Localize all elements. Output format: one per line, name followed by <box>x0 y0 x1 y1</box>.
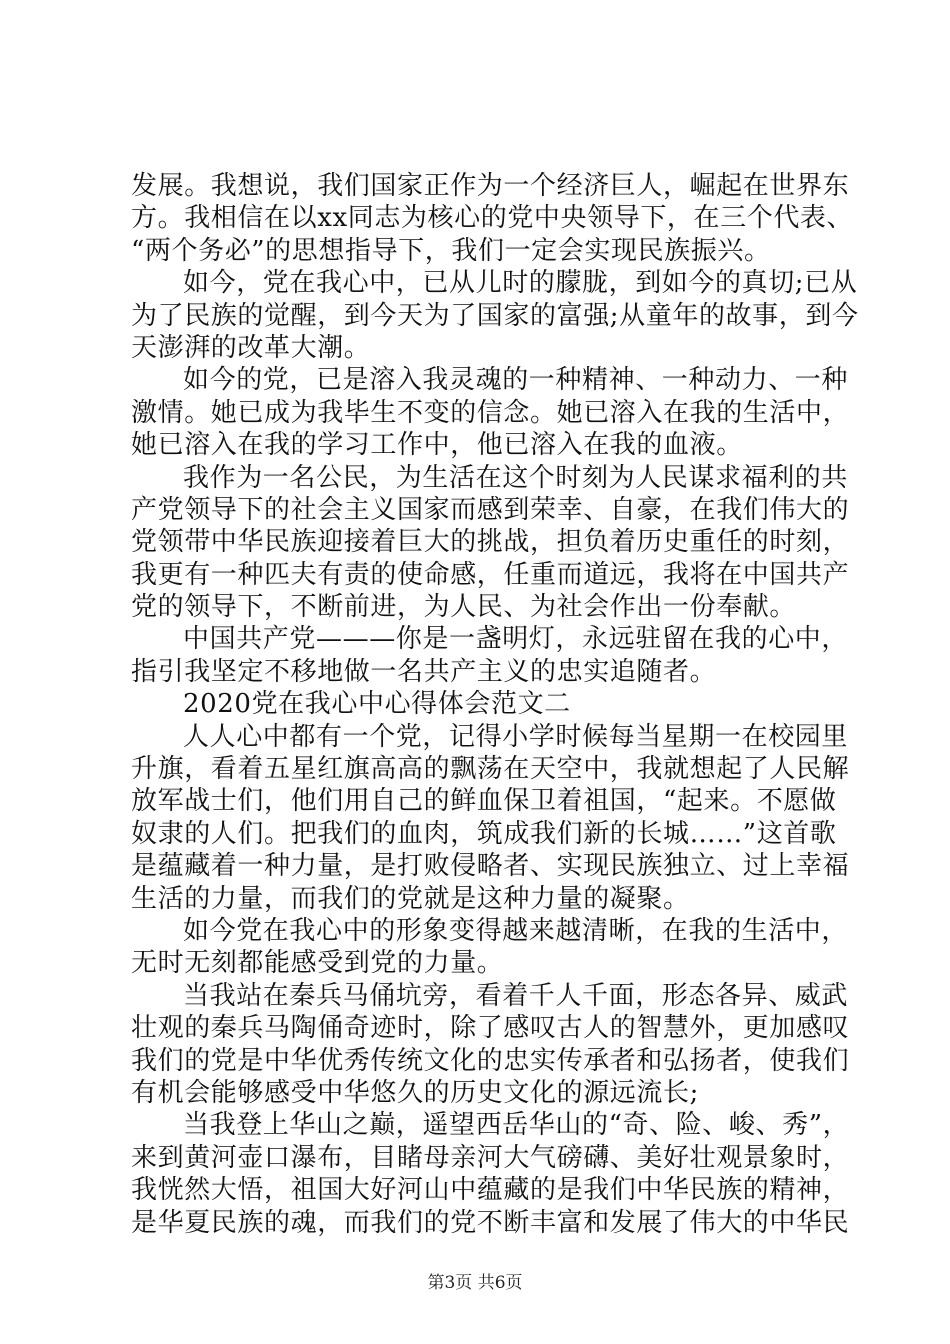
text-line: 党领带中华民族迎接着巨大的挑战，担负着历史重任的时刻， <box>131 527 850 558</box>
text-line: 是华夏民族的魂，而我们的党不断丰富和发展了伟大的中华民 <box>131 1207 850 1238</box>
paragraph-start-line: 如今的党，已是溶入我灵魂的一种精神、一种动力、一种 <box>183 365 849 396</box>
text-line: 生活的力量，而我们的党就是这种力量的凝聚。 <box>131 883 690 914</box>
text-line: 为了民族的觉醒，到今天为了国家的富强;从童年的故事，到今 <box>131 300 859 331</box>
paragraph-start-line: 当我登上华山之巅，遥望西岳华山的“奇、险、峻、秀”， <box>183 1110 850 1141</box>
text-line: 是蕴藏着一种力量，是打败侵略者、实现民族独立、过上幸福 <box>131 851 850 882</box>
paragraph-start-line: 人人心中都有一个党，记得小学时候每当星期一在校园里 <box>183 721 849 752</box>
text-line: 壮观的秦兵马陶俑奇迹时，除了感叹古人的智慧外，更加感叹 <box>131 1013 850 1044</box>
text-line: 指引我坚定不移地做一名共产主义的忠实追随者。 <box>131 656 717 687</box>
text-line: “两个务必”的思想指导下，我们一定会实现民族振兴。 <box>131 235 771 266</box>
text-line: 有机会能够感受中华悠久的历史文化的源远流长; <box>131 1077 699 1108</box>
text-line: 她已溶入在我的学习工作中，他已溶入在我的血液。 <box>131 430 743 461</box>
paragraph-start-line: 如今，党在我心中，已从儿时的朦胧，到如今的真切;已从 <box>183 268 858 299</box>
text-line: 我更有一种匹夫有责的使命感，任重而道远，我将在中国共产 <box>131 559 850 590</box>
text-line: 发展。我想说，我们国家正作为一个经济巨人，崛起在世界东 <box>131 171 850 201</box>
text-line: 奴隶的人们。把我们的血肉，筑成我们新的长城……”这首歌 <box>131 818 837 849</box>
document-body <box>131 170 859 1239</box>
paragraph-start-line: 我作为一名公民，为生活在这个时刻为人民谋求福利的共 <box>183 462 849 493</box>
text-line: 来到黄河壶口瀑布，目睹母亲河大气磅礴、美好壮观景象时， <box>131 1142 850 1173</box>
section-heading: 2020党在我心中心得体会范文二 <box>183 689 571 720</box>
text-line: 我恍然大悟，祖国大好河山中蕴藏的是我们中华民族的精神， <box>131 1175 850 1206</box>
text-line: 我们的党是中华优秀传统文化的忠实传承者和弘扬者，使我们 <box>131 1045 850 1076</box>
text-line: 方。我相信在以xx同志为核心的党中央领导下，在三个代表、 <box>131 203 854 234</box>
text-line: 升旗，看着五星红旗高高的飘荡在天空中，我就想起了人民解 <box>131 754 850 785</box>
page-number-footer: 第3页 共6页 <box>427 1273 523 1293</box>
paragraph-start-line: 如今党在我心中的形象变得越来越清晰，在我的生活中， <box>183 915 849 946</box>
text-line: 党的领导下，不断前进，为人民、为社会作出一份奉献。 <box>131 592 797 623</box>
paragraph-start-line: 中国共产党———你是一盏明灯，永远驻留在我的心中， <box>183 624 849 655</box>
text-line: 天澎湃的改革大潮。 <box>131 332 371 363</box>
paragraph-start-line: 当我站在秦兵马俑坑旁，看着千人千面，形态各异、威武 <box>183 980 849 1011</box>
text-line: 产党领导下的社会主义国家而感到荣幸、自豪，在我们伟大的 <box>131 494 850 525</box>
text-line: 无时无刻都能感受到党的力量。 <box>131 948 504 979</box>
text-line: 放军战士们，他们用自己的鲜血保卫着祖国，“起来。不愿做 <box>131 786 837 817</box>
text-line: 激情。她已成为我毕生不变的信念。她已溶入在我的生活中， <box>131 397 850 428</box>
